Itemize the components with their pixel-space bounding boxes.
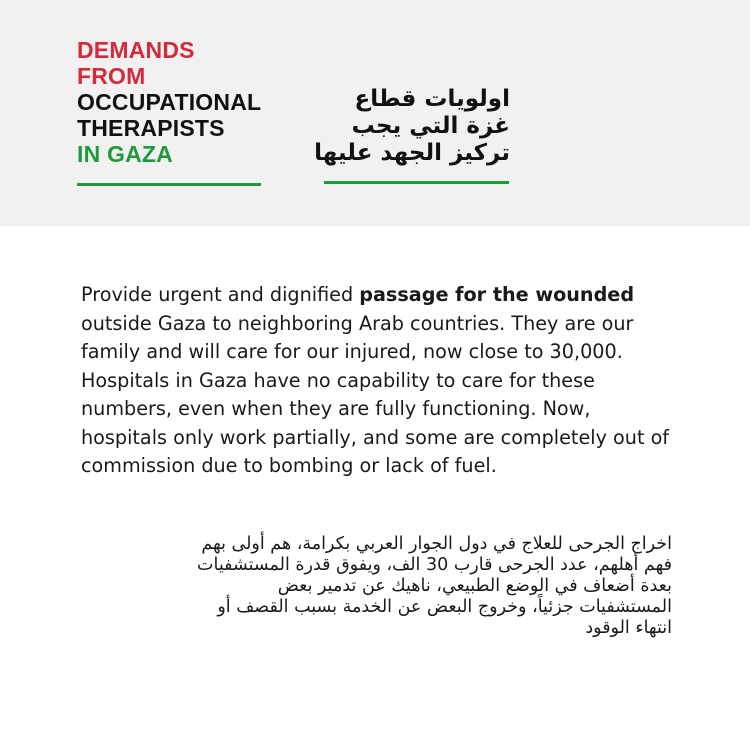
- arabic-paragraph: [80, 534, 672, 639]
- arabic-paragraph-line-5: انتهاء الوقود: [585, 618, 672, 638]
- arabic-paragraph-line-3: بعدة أضعاف في الوضع الطبيعي، ناهيك عن تدمير بعض: [277, 576, 672, 596]
- arabic-title-underline: [324, 181, 509, 184]
- arabic-paragraph-line-4: المستشفيات جزئياً، وخروج البعض عن الخدمة بسبب القصف أو: [217, 597, 672, 617]
- english-title-underline: [77, 183, 261, 186]
- paragraph-intro: Provide urgent and dignified: [81, 283, 360, 306]
- arabic-paragraph-line-2: فهم أهلهم، عدد الجرحى قارب 30 الف، ويفوق قدرة المستشفيات: [197, 555, 672, 575]
- arabic-paragraph-line-1: اخراج الجرحى للعلاج في دول الجوار العربي بكرامة، هم أولى بهم: [201, 534, 672, 554]
- arabic-title-line-1: اولويات قطاع: [354, 86, 510, 112]
- english-title: [77, 37, 261, 167]
- title-line-occupational: OCCUPATIONAL: [77, 89, 262, 115]
- title-line-demands: DEMANDS: [77, 37, 195, 63]
- english-paragraph: [81, 281, 681, 481]
- paragraph-highlight: passage for the wounded: [359, 283, 635, 306]
- arabic-title: [314, 86, 510, 167]
- title-line-from: FROM: [77, 63, 146, 89]
- title-line-therapists: THERAPISTS: [77, 115, 225, 141]
- header-panel: [0, 0, 750, 226]
- paragraph-rest: outside Gaza to neighboring Arab countries. They are our family and will care for our injured, now close to 30,000. Hospitals in Gaza have no capability to care for these numbers, even when they are fully functioning. Now, hospitals only work partially, and some are completely out of commission due to bombing or lack of fuel.: [81, 311, 670, 477]
- title-line-in-gaza: IN GAZA: [77, 141, 173, 167]
- arabic-title-line-3: تركيز الجهد عليها: [314, 140, 510, 166]
- arabic-title-line-2: غزة التي يجب: [351, 113, 510, 139]
